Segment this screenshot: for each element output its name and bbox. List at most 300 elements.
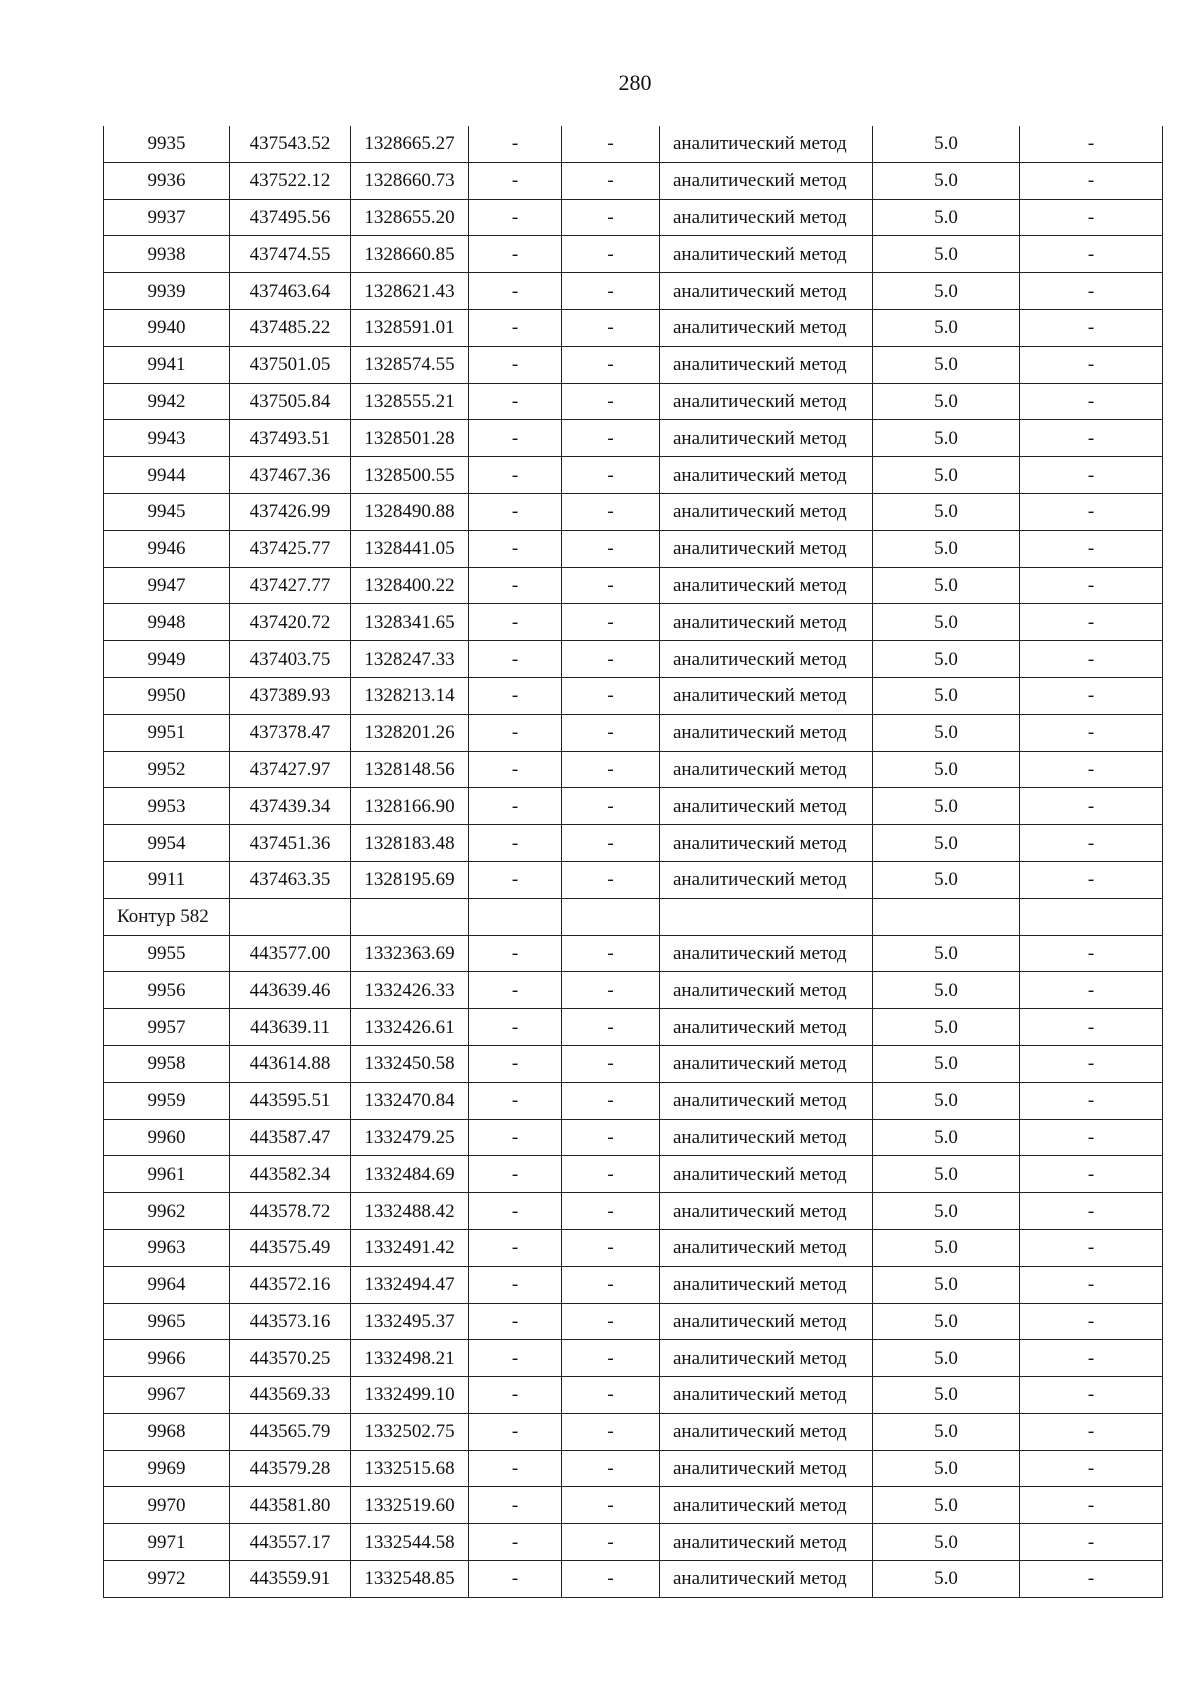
y-coordinate-cell: 1332470.84	[351, 1082, 469, 1119]
table-row	[104, 346, 1163, 383]
x-coordinate-cell: 443559.91	[230, 1561, 351, 1598]
table-row	[104, 493, 1163, 530]
accuracy-cell: 5.0	[873, 457, 1020, 494]
empty-cell-b: -	[562, 1082, 660, 1119]
empty-cell-b: -	[562, 935, 660, 972]
method-cell: аналитический метод	[660, 126, 873, 162]
empty-cell-a: -	[469, 861, 562, 898]
method-cell: аналитический метод	[660, 641, 873, 678]
accuracy-cell: 5.0	[873, 825, 1020, 862]
empty-cell-c: -	[1020, 1266, 1163, 1303]
y-coordinate-cell: 1328665.27	[351, 126, 469, 162]
y-coordinate-cell: 1328500.55	[351, 457, 469, 494]
y-coordinate-cell: 1328201.26	[351, 714, 469, 751]
method-cell: аналитический метод	[660, 1156, 873, 1193]
table-row	[104, 1229, 1163, 1266]
empty-cell-a: -	[469, 273, 562, 310]
point-number-cell: 9955	[104, 935, 230, 972]
empty-cell-a: -	[469, 162, 562, 199]
table-body	[104, 126, 1163, 1597]
empty-cell	[469, 898, 562, 935]
accuracy-cell: 5.0	[873, 1045, 1020, 1082]
y-coordinate-cell: 1328660.73	[351, 162, 469, 199]
table-row	[104, 751, 1163, 788]
empty-cell-c: -	[1020, 1340, 1163, 1377]
accuracy-cell: 5.0	[873, 162, 1020, 199]
accuracy-cell: 5.0	[873, 493, 1020, 530]
table-row	[104, 1487, 1163, 1524]
table-row	[104, 236, 1163, 273]
point-number-cell: 9938	[104, 236, 230, 273]
point-number-cell: 9968	[104, 1413, 230, 1450]
table-row	[104, 788, 1163, 825]
point-number-cell: 9940	[104, 309, 230, 346]
y-coordinate-cell: 1328490.88	[351, 493, 469, 530]
x-coordinate-cell: 437493.51	[230, 420, 351, 457]
point-number-cell: 9954	[104, 825, 230, 862]
point-number-cell: 9966	[104, 1340, 230, 1377]
point-number-cell: 9911	[104, 861, 230, 898]
empty-cell-b: -	[562, 972, 660, 1009]
x-coordinate-cell: 437522.12	[230, 162, 351, 199]
x-coordinate-cell: 437501.05	[230, 346, 351, 383]
empty-cell-c: -	[1020, 1082, 1163, 1119]
empty-cell-b: -	[562, 236, 660, 273]
empty-cell-c: -	[1020, 1229, 1163, 1266]
y-coordinate-cell: 1332491.42	[351, 1229, 469, 1266]
empty-cell-c: -	[1020, 788, 1163, 825]
table-row	[104, 420, 1163, 457]
empty-cell-b: -	[562, 1156, 660, 1193]
accuracy-cell: 5.0	[873, 1487, 1020, 1524]
method-cell: аналитический метод	[660, 273, 873, 310]
empty-cell-c: -	[1020, 1303, 1163, 1340]
method-cell: аналитический метод	[660, 604, 873, 641]
empty-cell-b: -	[562, 162, 660, 199]
empty-cell	[1020, 898, 1163, 935]
empty-cell-a: -	[469, 309, 562, 346]
empty-cell-b: -	[562, 861, 660, 898]
accuracy-cell: 5.0	[873, 714, 1020, 751]
y-coordinate-cell: 1332479.25	[351, 1119, 469, 1156]
empty-cell-a: -	[469, 346, 562, 383]
empty-cell-b: -	[562, 346, 660, 383]
accuracy-cell: 5.0	[873, 567, 1020, 604]
empty-cell-c: -	[1020, 346, 1163, 383]
empty-cell-a: -	[469, 493, 562, 530]
empty-cell-a: -	[469, 1377, 562, 1414]
accuracy-cell: 5.0	[873, 199, 1020, 236]
empty-cell-b: -	[562, 1193, 660, 1230]
table-row	[104, 530, 1163, 567]
x-coordinate-cell: 437403.75	[230, 641, 351, 678]
table-row	[104, 861, 1163, 898]
method-cell: аналитический метод	[660, 935, 873, 972]
empty-cell-a: -	[469, 1119, 562, 1156]
empty-cell-b: -	[562, 751, 660, 788]
table-row	[104, 641, 1163, 678]
empty-cell-c: -	[1020, 1561, 1163, 1598]
method-cell: аналитический метод	[660, 714, 873, 751]
point-number-cell: 9961	[104, 1156, 230, 1193]
accuracy-cell: 5.0	[873, 1524, 1020, 1561]
x-coordinate-cell: 443565.79	[230, 1413, 351, 1450]
table-row	[104, 1119, 1163, 1156]
accuracy-cell: 5.0	[873, 604, 1020, 641]
empty-cell-c: -	[1020, 420, 1163, 457]
empty-cell	[562, 898, 660, 935]
x-coordinate-cell: 443573.16	[230, 1303, 351, 1340]
empty-cell-c: -	[1020, 1524, 1163, 1561]
x-coordinate-cell: 437426.99	[230, 493, 351, 530]
table-row	[104, 1082, 1163, 1119]
table-row	[104, 972, 1163, 1009]
point-number-cell: 9971	[104, 1524, 230, 1561]
accuracy-cell: 5.0	[873, 641, 1020, 678]
table-row	[104, 1561, 1163, 1598]
empty-cell-a: -	[469, 935, 562, 972]
point-number-cell: 9936	[104, 162, 230, 199]
table-row	[104, 1413, 1163, 1450]
empty-cell-a: -	[469, 420, 562, 457]
empty-cell-c: -	[1020, 162, 1163, 199]
point-number-cell: 9935	[104, 126, 230, 162]
point-number-cell: 9947	[104, 567, 230, 604]
point-number-cell: 9962	[104, 1193, 230, 1230]
method-cell: аналитический метод	[660, 1082, 873, 1119]
accuracy-cell: 5.0	[873, 530, 1020, 567]
empty-cell-b: -	[562, 1303, 660, 1340]
x-coordinate-cell: 437495.56	[230, 199, 351, 236]
empty-cell-b: -	[562, 1229, 660, 1266]
method-cell: аналитический метод	[660, 309, 873, 346]
method-cell: аналитический метод	[660, 861, 873, 898]
empty-cell-c: -	[1020, 714, 1163, 751]
accuracy-cell: 5.0	[873, 1009, 1020, 1046]
empty-cell-b: -	[562, 273, 660, 310]
accuracy-cell: 5.0	[873, 1450, 1020, 1487]
x-coordinate-cell: 443614.88	[230, 1045, 351, 1082]
method-cell: аналитический метод	[660, 383, 873, 420]
empty-cell-a: -	[469, 383, 562, 420]
accuracy-cell: 5.0	[873, 1229, 1020, 1266]
x-coordinate-cell: 437425.77	[230, 530, 351, 567]
empty-cell-b: -	[562, 677, 660, 714]
table-row	[104, 1450, 1163, 1487]
empty-cell-c: -	[1020, 1413, 1163, 1450]
empty-cell-a: -	[469, 1450, 562, 1487]
accuracy-cell: 5.0	[873, 346, 1020, 383]
table-row	[104, 604, 1163, 641]
y-coordinate-cell: 1328555.21	[351, 383, 469, 420]
method-cell: аналитический метод	[660, 346, 873, 383]
accuracy-cell: 5.0	[873, 1193, 1020, 1230]
accuracy-cell: 5.0	[873, 1266, 1020, 1303]
table-row	[104, 935, 1163, 972]
empty-cell-a: -	[469, 1413, 562, 1450]
x-coordinate-cell: 437378.47	[230, 714, 351, 751]
point-number-cell: 9939	[104, 273, 230, 310]
accuracy-cell: 5.0	[873, 273, 1020, 310]
accuracy-cell: 5.0	[873, 1303, 1020, 1340]
x-coordinate-cell: 443582.34	[230, 1156, 351, 1193]
empty-cell-a: -	[469, 1082, 562, 1119]
x-coordinate-cell: 443578.72	[230, 1193, 351, 1230]
coordinates-table	[103, 126, 1163, 1598]
empty-cell-b: -	[562, 126, 660, 162]
x-coordinate-cell: 443577.00	[230, 935, 351, 972]
table-row	[104, 677, 1163, 714]
y-coordinate-cell: 1328148.56	[351, 751, 469, 788]
y-coordinate-cell: 1328441.05	[351, 530, 469, 567]
empty-cell-c: -	[1020, 1009, 1163, 1046]
point-number-cell: 9972	[104, 1561, 230, 1598]
x-coordinate-cell: 443557.17	[230, 1524, 351, 1561]
x-coordinate-cell: 443595.51	[230, 1082, 351, 1119]
empty-cell	[873, 898, 1020, 935]
point-number-cell: 9944	[104, 457, 230, 494]
x-coordinate-cell: 437463.35	[230, 861, 351, 898]
empty-cell-c: -	[1020, 236, 1163, 273]
empty-cell-c: -	[1020, 383, 1163, 420]
y-coordinate-cell: 1328621.43	[351, 273, 469, 310]
y-coordinate-cell: 1332484.69	[351, 1156, 469, 1193]
x-coordinate-cell: 437439.34	[230, 788, 351, 825]
x-coordinate-cell: 443639.11	[230, 1009, 351, 1046]
empty-cell	[351, 898, 469, 935]
empty-cell-b: -	[562, 1045, 660, 1082]
empty-cell-a: -	[469, 457, 562, 494]
point-number-cell: 9942	[104, 383, 230, 420]
table-row	[104, 1340, 1163, 1377]
empty-cell-c: -	[1020, 493, 1163, 530]
method-cell: аналитический метод	[660, 1303, 873, 1340]
accuracy-cell: 5.0	[873, 1561, 1020, 1598]
empty-cell-a: -	[469, 199, 562, 236]
table-row	[104, 273, 1163, 310]
method-cell: аналитический метод	[660, 1377, 873, 1414]
empty-cell	[660, 898, 873, 935]
point-number-cell: 9965	[104, 1303, 230, 1340]
accuracy-cell: 5.0	[873, 236, 1020, 273]
y-coordinate-cell: 1328660.85	[351, 236, 469, 273]
y-coordinate-cell: 1328501.28	[351, 420, 469, 457]
point-number-cell: 9957	[104, 1009, 230, 1046]
empty-cell-b: -	[562, 457, 660, 494]
page-number: 280	[618, 70, 652, 95]
empty-cell-b: -	[562, 567, 660, 604]
method-cell: аналитический метод	[660, 162, 873, 199]
method-cell: аналитический метод	[660, 1193, 873, 1230]
table-row	[104, 1156, 1163, 1193]
empty-cell-a: -	[469, 751, 562, 788]
table-row	[104, 309, 1163, 346]
table-row	[104, 162, 1163, 199]
accuracy-cell: 5.0	[873, 420, 1020, 457]
accuracy-cell: 5.0	[873, 751, 1020, 788]
empty-cell-b: -	[562, 1009, 660, 1046]
x-coordinate-cell: 437420.72	[230, 604, 351, 641]
accuracy-cell: 5.0	[873, 677, 1020, 714]
accuracy-cell: 5.0	[873, 972, 1020, 1009]
x-coordinate-cell: 443587.47	[230, 1119, 351, 1156]
accuracy-cell: 5.0	[873, 1413, 1020, 1450]
x-coordinate-cell: 437451.36	[230, 825, 351, 862]
y-coordinate-cell: 1328183.48	[351, 825, 469, 862]
x-coordinate-cell: 437505.84	[230, 383, 351, 420]
accuracy-cell: 5.0	[873, 1119, 1020, 1156]
point-number-cell: 9949	[104, 641, 230, 678]
empty-cell-b: -	[562, 420, 660, 457]
accuracy-cell: 5.0	[873, 1082, 1020, 1119]
empty-cell-b: -	[562, 788, 660, 825]
table-row	[104, 1193, 1163, 1230]
empty-cell-c: -	[1020, 1045, 1163, 1082]
point-number-cell: 9963	[104, 1229, 230, 1266]
empty-cell-c: -	[1020, 1377, 1163, 1414]
method-cell: аналитический метод	[660, 677, 873, 714]
empty-cell-c: -	[1020, 604, 1163, 641]
empty-cell-c: -	[1020, 677, 1163, 714]
empty-cell-b: -	[562, 1340, 660, 1377]
empty-cell-a: -	[469, 236, 562, 273]
method-cell: аналитический метод	[660, 1413, 873, 1450]
empty-cell-c: -	[1020, 825, 1163, 862]
point-number-cell: 9964	[104, 1266, 230, 1303]
empty-cell-b: -	[562, 1524, 660, 1561]
point-number-cell: 9943	[104, 420, 230, 457]
accuracy-cell: 5.0	[873, 1340, 1020, 1377]
empty-cell-b: -	[562, 641, 660, 678]
contour-label: Контур 582	[104, 898, 230, 935]
empty-cell-c: -	[1020, 935, 1163, 972]
empty-cell-c: -	[1020, 309, 1163, 346]
method-cell: аналитический метод	[660, 1266, 873, 1303]
method-cell: аналитический метод	[660, 1340, 873, 1377]
point-number-cell: 9937	[104, 199, 230, 236]
method-cell: аналитический метод	[660, 1450, 873, 1487]
method-cell: аналитический метод	[660, 530, 873, 567]
empty-cell-a: -	[469, 1340, 562, 1377]
empty-cell-a: -	[469, 1524, 562, 1561]
table-row	[104, 567, 1163, 604]
method-cell: аналитический метод	[660, 493, 873, 530]
x-coordinate-cell: 443570.25	[230, 1340, 351, 1377]
table-row	[104, 383, 1163, 420]
empty-cell-c: -	[1020, 567, 1163, 604]
y-coordinate-cell: 1332498.21	[351, 1340, 469, 1377]
y-coordinate-cell: 1332488.42	[351, 1193, 469, 1230]
empty-cell-c: -	[1020, 1156, 1163, 1193]
y-coordinate-cell: 1332519.60	[351, 1487, 469, 1524]
y-coordinate-cell: 1328166.90	[351, 788, 469, 825]
method-cell: аналитический метод	[660, 1009, 873, 1046]
empty-cell-b: -	[562, 1377, 660, 1414]
point-number-cell: 9953	[104, 788, 230, 825]
empty-cell-c: -	[1020, 273, 1163, 310]
empty-cell-a: -	[469, 567, 562, 604]
y-coordinate-cell: 1332494.47	[351, 1266, 469, 1303]
table-row	[104, 714, 1163, 751]
x-coordinate-cell: 437427.77	[230, 567, 351, 604]
accuracy-cell: 5.0	[873, 126, 1020, 162]
empty-cell-a: -	[469, 1266, 562, 1303]
empty-cell-a: -	[469, 1045, 562, 1082]
y-coordinate-cell: 1328655.20	[351, 199, 469, 236]
accuracy-cell: 5.0	[873, 1377, 1020, 1414]
accuracy-cell: 5.0	[873, 1156, 1020, 1193]
y-coordinate-cell: 1332426.61	[351, 1009, 469, 1046]
empty-cell-c: -	[1020, 861, 1163, 898]
empty-cell-a: -	[469, 1561, 562, 1598]
method-cell: аналитический метод	[660, 236, 873, 273]
point-number-cell: 9941	[104, 346, 230, 383]
x-coordinate-cell: 437543.52	[230, 126, 351, 162]
point-number-cell: 9946	[104, 530, 230, 567]
accuracy-cell: 5.0	[873, 935, 1020, 972]
y-coordinate-cell: 1328247.33	[351, 641, 469, 678]
empty-cell-b: -	[562, 530, 660, 567]
table-row	[104, 825, 1163, 862]
empty-cell-c: -	[1020, 1193, 1163, 1230]
empty-cell-a: -	[469, 972, 562, 1009]
x-coordinate-cell: 443575.49	[230, 1229, 351, 1266]
y-coordinate-cell: 1332502.75	[351, 1413, 469, 1450]
empty-cell-a: -	[469, 677, 562, 714]
point-number-cell: 9950	[104, 677, 230, 714]
table-row	[104, 1377, 1163, 1414]
table-row	[104, 1045, 1163, 1082]
empty-cell-a: -	[469, 530, 562, 567]
empty-cell-b: -	[562, 1413, 660, 1450]
y-coordinate-cell: 1328574.55	[351, 346, 469, 383]
method-cell: аналитический метод	[660, 199, 873, 236]
x-coordinate-cell: 443569.33	[230, 1377, 351, 1414]
empty-cell-c: -	[1020, 751, 1163, 788]
table-row	[104, 1303, 1163, 1340]
y-coordinate-cell: 1332544.58	[351, 1524, 469, 1561]
point-number-cell: 9970	[104, 1487, 230, 1524]
empty-cell-a: -	[469, 126, 562, 162]
table-row	[104, 1009, 1163, 1046]
table-row	[104, 1266, 1163, 1303]
empty-cell-a: -	[469, 641, 562, 678]
point-number-cell: 9956	[104, 972, 230, 1009]
empty-cell-b: -	[562, 1487, 660, 1524]
empty-cell-b: -	[562, 714, 660, 751]
point-number-cell: 9967	[104, 1377, 230, 1414]
empty-cell-c: -	[1020, 641, 1163, 678]
method-cell: аналитический метод	[660, 788, 873, 825]
empty-cell-c: -	[1020, 457, 1163, 494]
y-coordinate-cell: 1332499.10	[351, 1377, 469, 1414]
empty-cell-b: -	[562, 1561, 660, 1598]
point-number-cell: 9952	[104, 751, 230, 788]
point-number-cell: 9951	[104, 714, 230, 751]
point-number-cell: 9948	[104, 604, 230, 641]
empty-cell-a: -	[469, 1156, 562, 1193]
empty-cell-a: -	[469, 1487, 562, 1524]
empty-cell-b: -	[562, 604, 660, 641]
empty-cell-a: -	[469, 604, 562, 641]
accuracy-cell: 5.0	[873, 788, 1020, 825]
accuracy-cell: 5.0	[873, 309, 1020, 346]
empty-cell-b: -	[562, 199, 660, 236]
x-coordinate-cell: 443579.28	[230, 1450, 351, 1487]
empty-cell-c: -	[1020, 972, 1163, 1009]
y-coordinate-cell: 1328591.01	[351, 309, 469, 346]
method-cell: аналитический метод	[660, 1229, 873, 1266]
